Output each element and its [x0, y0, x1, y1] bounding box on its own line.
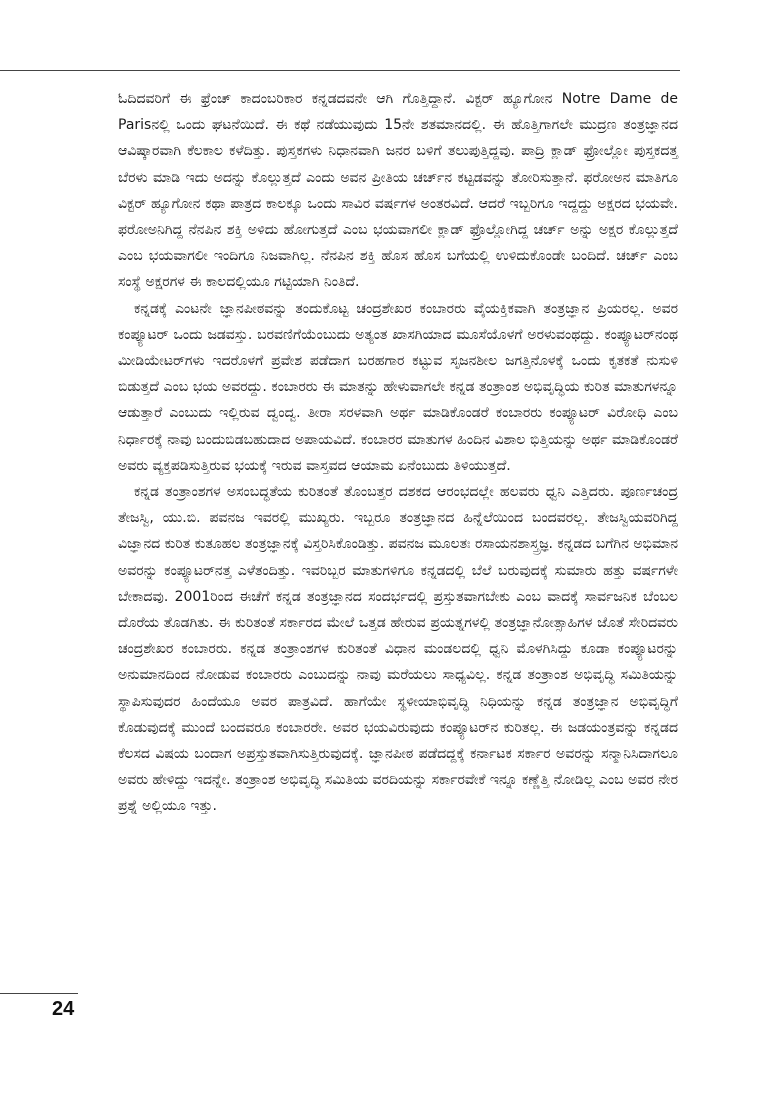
paragraph: ಓದಿದವರಿಗೆ ಈ ಫ್ರೆಂಚ್ ಕಾದಂಬರಿಕಾರ ಕನ್ನಡದವನೇ ಆಗಿ ಗೊತ್ತಿದ್ದಾನೆ. ವಿಕ್ಟರ್ ಹ್ಯೂಗೋನ Notre Dame de Parisನಲ್ಲಿ ಒಂದು ಘಟನೆಯಿದೆ. ಈ ಕಥೆ ನಡೆಯುವುದು 15ನೇ ಶತಮಾನದಲ್ಲಿ. ಈ ಹೊತ್ತಿಗಾಗಲೇ ಮುದ್ರಣ ತಂತ್ರಜ್ಞಾನದ ಆವಿಷ್ಕಾರವಾಗಿ ಕೆಲಕಾಲ ಕಳೆದಿತ್ತು. ಪುಸ್ತಕಗಳು ನಿಧಾನವಾಗಿ ಜನರ ಬಳಿಗೆ ತಲುಪುತ್ತಿದ್ದವು. ಪಾದ್ರಿ ಕ್ಲಾಡ್ ಫ್ರೋಲ್ಲೋ ಪುಸ್ತಕದತ್ತ ಬೆರಳು ಮಾಡಿ ಇದು ಅದನ್ನು ಕೊಲ್ಲುತ್ತದೆ ಎಂದು ಅವನ ಪ್ರೀತಿಯ ಚರ್ಚ್‌ನ ಕಟ್ಟಡವನ್ನು ತೋರಿಸುತ್ತಾನೆ. ಫರೋಅನ ಮಾತಿಗೂ ವಿಕ್ಟರ್ ಹ್ಯೂಗೋನ ಕಥಾ ಪಾತ್ರದ ಕಾಲಕ್ಕೂ ಒಂದು ಸಾವಿರ ವರ್ಷಗಳ ಅಂತರವಿದೆ. ಆದರೆ ಇಬ್ಬರಿಗೂ ಇದ್ದದ್ದು ಅಕ್ಷರದ ಭಯವೇ. ಫರೋಅನಿಗಿದ್ದ ನೆನಪಿನ ಶಕ್ತಿ ಅಳಿದು ಹೋಗುತ್ತದೆ ಎಂಬ ಭಯವಾಗಲೀ ಕ್ಲಾಡ್ ಫ್ರೊಲ್ಲೋಗಿದ್ದ ಚರ್ಚ್ ಅನ್ನು ಅಕ್ಷರ ಕೊಲ್ಲುತ್ತದೆ ಎಂಬ ಭಯವಾಗಲೀ ಇಂದಿಗೂ ನಿಜವಾಗಿಲ್ಲ. ನೆನಪಿನ ಶಕ್ತಿ ಹೊಸ ಹೊಸ ಬಗೆಯಲ್ಲಿ ಉಳಿದುಕೊಂಡೇ ಬಂದಿದೆ. ಚರ್ಚ್ ಎಂಬ ಸಂಸ್ಥೆ ಅಕ್ಷರಗಳ ಈ ಕಾಲದಲ್ಲಿಯೂ ಗಟ್ಟಿಯಾಗಿ ನಿಂತಿದೆ.	[118, 91, 678, 291]
body-text	[118, 86, 678, 820]
paragraph: ಕನ್ನಡ ತಂತ್ರಾಂಶಗಳ ಅಸಂಬದ್ಧತೆಯ ಕುರಿತಂತೆ ತೊಂಬತ್ತರ ದಶಕದ ಆರಂಭದಲ್ಲೇ ಹಲವರು ಧ್ವನಿ ಎತ್ತಿದರು. ಪೂರ್ಣಚಂದ್ರ ತೇಜಸ್ವಿ, ಯು.ಬಿ. ಪವನಜ ಇವರಲ್ಲಿ ಮುಖ್ಯರು. ಇಬ್ಬರೂ ತಂತ್ರಜ್ಞಾನದ ಹಿನ್ನೆಲೆಯಿಂದ ಬಂದವರಲ್ಲ. ತೇಜಸ್ವಿಯವರಿಗಿದ್ದ ವಿಜ್ಞಾನದ ಕುರಿತ ಕುತೂಹಲ ತಂತ್ರಜ್ಞಾನಕ್ಕೆ ವಿಸ್ತರಿಸಿಕೊಂಡಿತ್ತು. ಪವನಜ ಮೂಲತಃ ರಸಾಯನಶಾಸ್ತ್ರಜ್ಞ. ಕನ್ನಡದ ಬಗೆಗಿನ ಅಭಿಮಾನ ಅವರನ್ನು ಕಂಪ್ಯೂಟರ್‌ನತ್ತ ಎಳೆತಂದಿತ್ತು. ಇವರಿಬ್ಬರ ಮಾತುಗಳಿಗೂ ಕನ್ನಡದಲ್ಲಿ ಬೆಲೆ ಬರುವುದಕ್ಕೆ ಸುಮಾರು ಹತ್ತು ವರ್ಷಗಳೇ ಬೇಕಾದವು. 2001ರಿಂದ ಈಚೆಗೆ ಕನ್ನಡ ತಂತ್ರಜ್ಞಾನದ ಸಂದರ್ಭದಲ್ಲಿ ಪ್ರಸ್ತುತವಾಗಬೇಕು ಎಂಬ ವಾದಕ್ಕೆ ಸಾರ್ವಜನಿಕ ಬೆಂಬಲ ದೊರೆಯ ತೊಡಗಿತು. ಈ ಕುರಿತಂತೆ ಸರ್ಕಾರದ ಮೇಲೆ ಒತ್ತಡ ಹೇರುವ ಪ್ರಯತ್ನಗಳಲ್ಲಿ ತಂತ್ರಜ್ಞಾನೋತ್ಸಾಹಿಗಳ ಜೊತೆ ಸೇರಿದವರು ಚಂದ್ರಶೇಖರ ಕಂಬಾರರು. ಕನ್ನಡ ತಂತ್ರಾಂಶಗಳ ಕುರಿತಂತೆ ವಿಧಾನ ಮಂಡಲದಲ್ಲಿ ಧ್ವನಿ ಮೊಳಗಿಸಿದ್ದು ಕೂಡಾ ಕಂಪ್ಯೂಟರನ್ನು ಅನುಮಾನದಿಂದ ನೋಡುವ ಕಂಬಾರರು ಎಂಬುದನ್ನು ನಾವು ಮರೆಯಲು ಸಾಧ್ಯವಿಲ್ಲ. ಕನ್ನಡ ತಂತ್ರಾಂಶ ಅಭಿವೃದ್ಧಿ ಸಮಿತಿಯನ್ನು ಸ್ಥಾಪಿಸುವುದರ ಹಿಂದೆಯೂ ಅವರ ಪಾತ್ರವಿದೆ. ಹಾಗೆಯೇ ಸ್ಥಳೀಯಾಭಿವೃದ್ಧಿ ನಿಧಿಯನ್ನು ಕನ್ನಡ ತಂತ್ರಜ್ಞಾನ ಅಭಿವೃದ್ಧಿಗೆ ಕೊಡುವುದಕ್ಕೆ ಮುಂದೆ ಬಂದವರೂ ಕಂಬಾರರೇ. ಅವರ ಭಯವಿರುವುದು ಕಂಪ್ಯೂಟರ್‌ನ ಕುರಿತಲ್ಲ. ಈ ಜಡಯಂತ್ರವನ್ನು ಕನ್ನಡದ ಕೆಲಸದ ವಿಷಯ ಬಂದಾಗ ಅಪ್ರಸ್ತುತವಾಗಿಸುತ್ತಿರುವುದಕ್ಕೆ. ಜ್ಞಾನಪೀಠ ಪಡೆದದ್ದಕ್ಕೆ ಕರ್ನಾಟಕ ಸರ್ಕಾರ ಅವರನ್ನು ಸನ್ಮಾನಿಸಿದಾಗಲೂ ಅವರು ಹೇಳಿದ್ದು ಇದನ್ನೇ. ತಂತ್ರಾಂಶ ಅಭಿವೃದ್ಧಿ ಸಮಿತಿಯ ವರದಿಯನ್ನು ಸರ್ಕಾರವೇಕೆ ಇನ್ನೂ ಕಣ್ಣೆತ್ತಿ ನೋಡಿಲ್ಲ ಎಂಬ ಅವರ ನೇರ ಪ್ರಶ್ನೆ ಅಲ್ಲಿಯೂ ಇತ್ತು.	[118, 484, 678, 815]
page-number: 24	[52, 998, 75, 1020]
footer-rule	[0, 993, 78, 994]
top-rule	[0, 70, 680, 71]
paragraph: ಕನ್ನಡಕ್ಕೆ ಎಂಟನೇ ಜ್ಞಾನಪೀಠವನ್ನು ತಂದುಕೊಟ್ಟ ಚಂದ್ರಶೇಖರ ಕಂಬಾರರು ವೈಯಕ್ತಿಕವಾಗಿ ತಂತ್ರಜ್ಞಾನ ಪ್ರಿಯರಲ್ಲ. ಅವರ ಕಂಪ್ಯೂಟರ್ ಒಂದು ಜಡವಸ್ತು. ಬರವಣಿಗೆಯೆಂಬುದು ಅತ್ಯಂತ ಖಾಸಗಿಯಾದ ಮೂಸೆಯೊಳಗೆ ಅರಳುವಂಥದ್ದು. ಕಂಪ್ಯೂಟರ್‌ನಂಥ ಮೀಡಿಯೇಟರ್‌ಗಳು ಇದರೊಳಗೆ ಪ್ರವೇಶ ಪಡೆದಾಗ ಬರಹಗಾರ ಕಟ್ಟುವ ಸೃಜನಶೀಲ ಜಗತ್ತಿನೊಳಕ್ಕೆ ಒಂದು ಕೃತಕತೆ ನುಸುಳಿ ಬಿಡುತ್ತದೆ ಎಂಬ ಭಯ ಅವರದ್ದು. ಕಂಬಾರರು ಈ ಮಾತನ್ನು ಹೇಳುವಾಗಲೇ ಕನ್ನಡ ತಂತ್ರಾಂಶ ಅಭಿವೃದ್ಧಿಯ ಕುರಿತ ಮಾತುಗಳನ್ನೂ ಆಡುತ್ತಾರೆ ಎಂಬುದು ಇಲ್ಲಿರುವ ದ್ವಂದ್ವ. ತೀರಾ ಸರಳವಾಗಿ ಅರ್ಥ ಮಾಡಿಕೊಂಡರೆ ಕಂಬಾರರು ಕಂಪ್ಯೂಟರ್ ವಿರೋಧಿ ಎಂಬ ನಿರ್ಧಾರಕ್ಕೆ ನಾವು ಬಂದುಬಿಡಬಹುದಾದ ಅಪಾಯವಿದೆ. ಕಂಬಾರರ ಮಾತುಗಳ ಹಿಂದಿನ ವಿಶಾಲ ಭಿತ್ತಿಯನ್ನು ಅರ್ಥ ಮಾಡಿಕೊಂಡರೆ ಅವರು ವ್ಯಕ್ತಪಡಿಸುತ್ತಿರುವ ಭಯಕ್ಕೆ ಇರುವ ವಾಸ್ತವದ ಆಯಾಮ ಏನೆಂಬುದು ತಿಳಿಯುತ್ತದೆ.	[118, 300, 678, 474]
